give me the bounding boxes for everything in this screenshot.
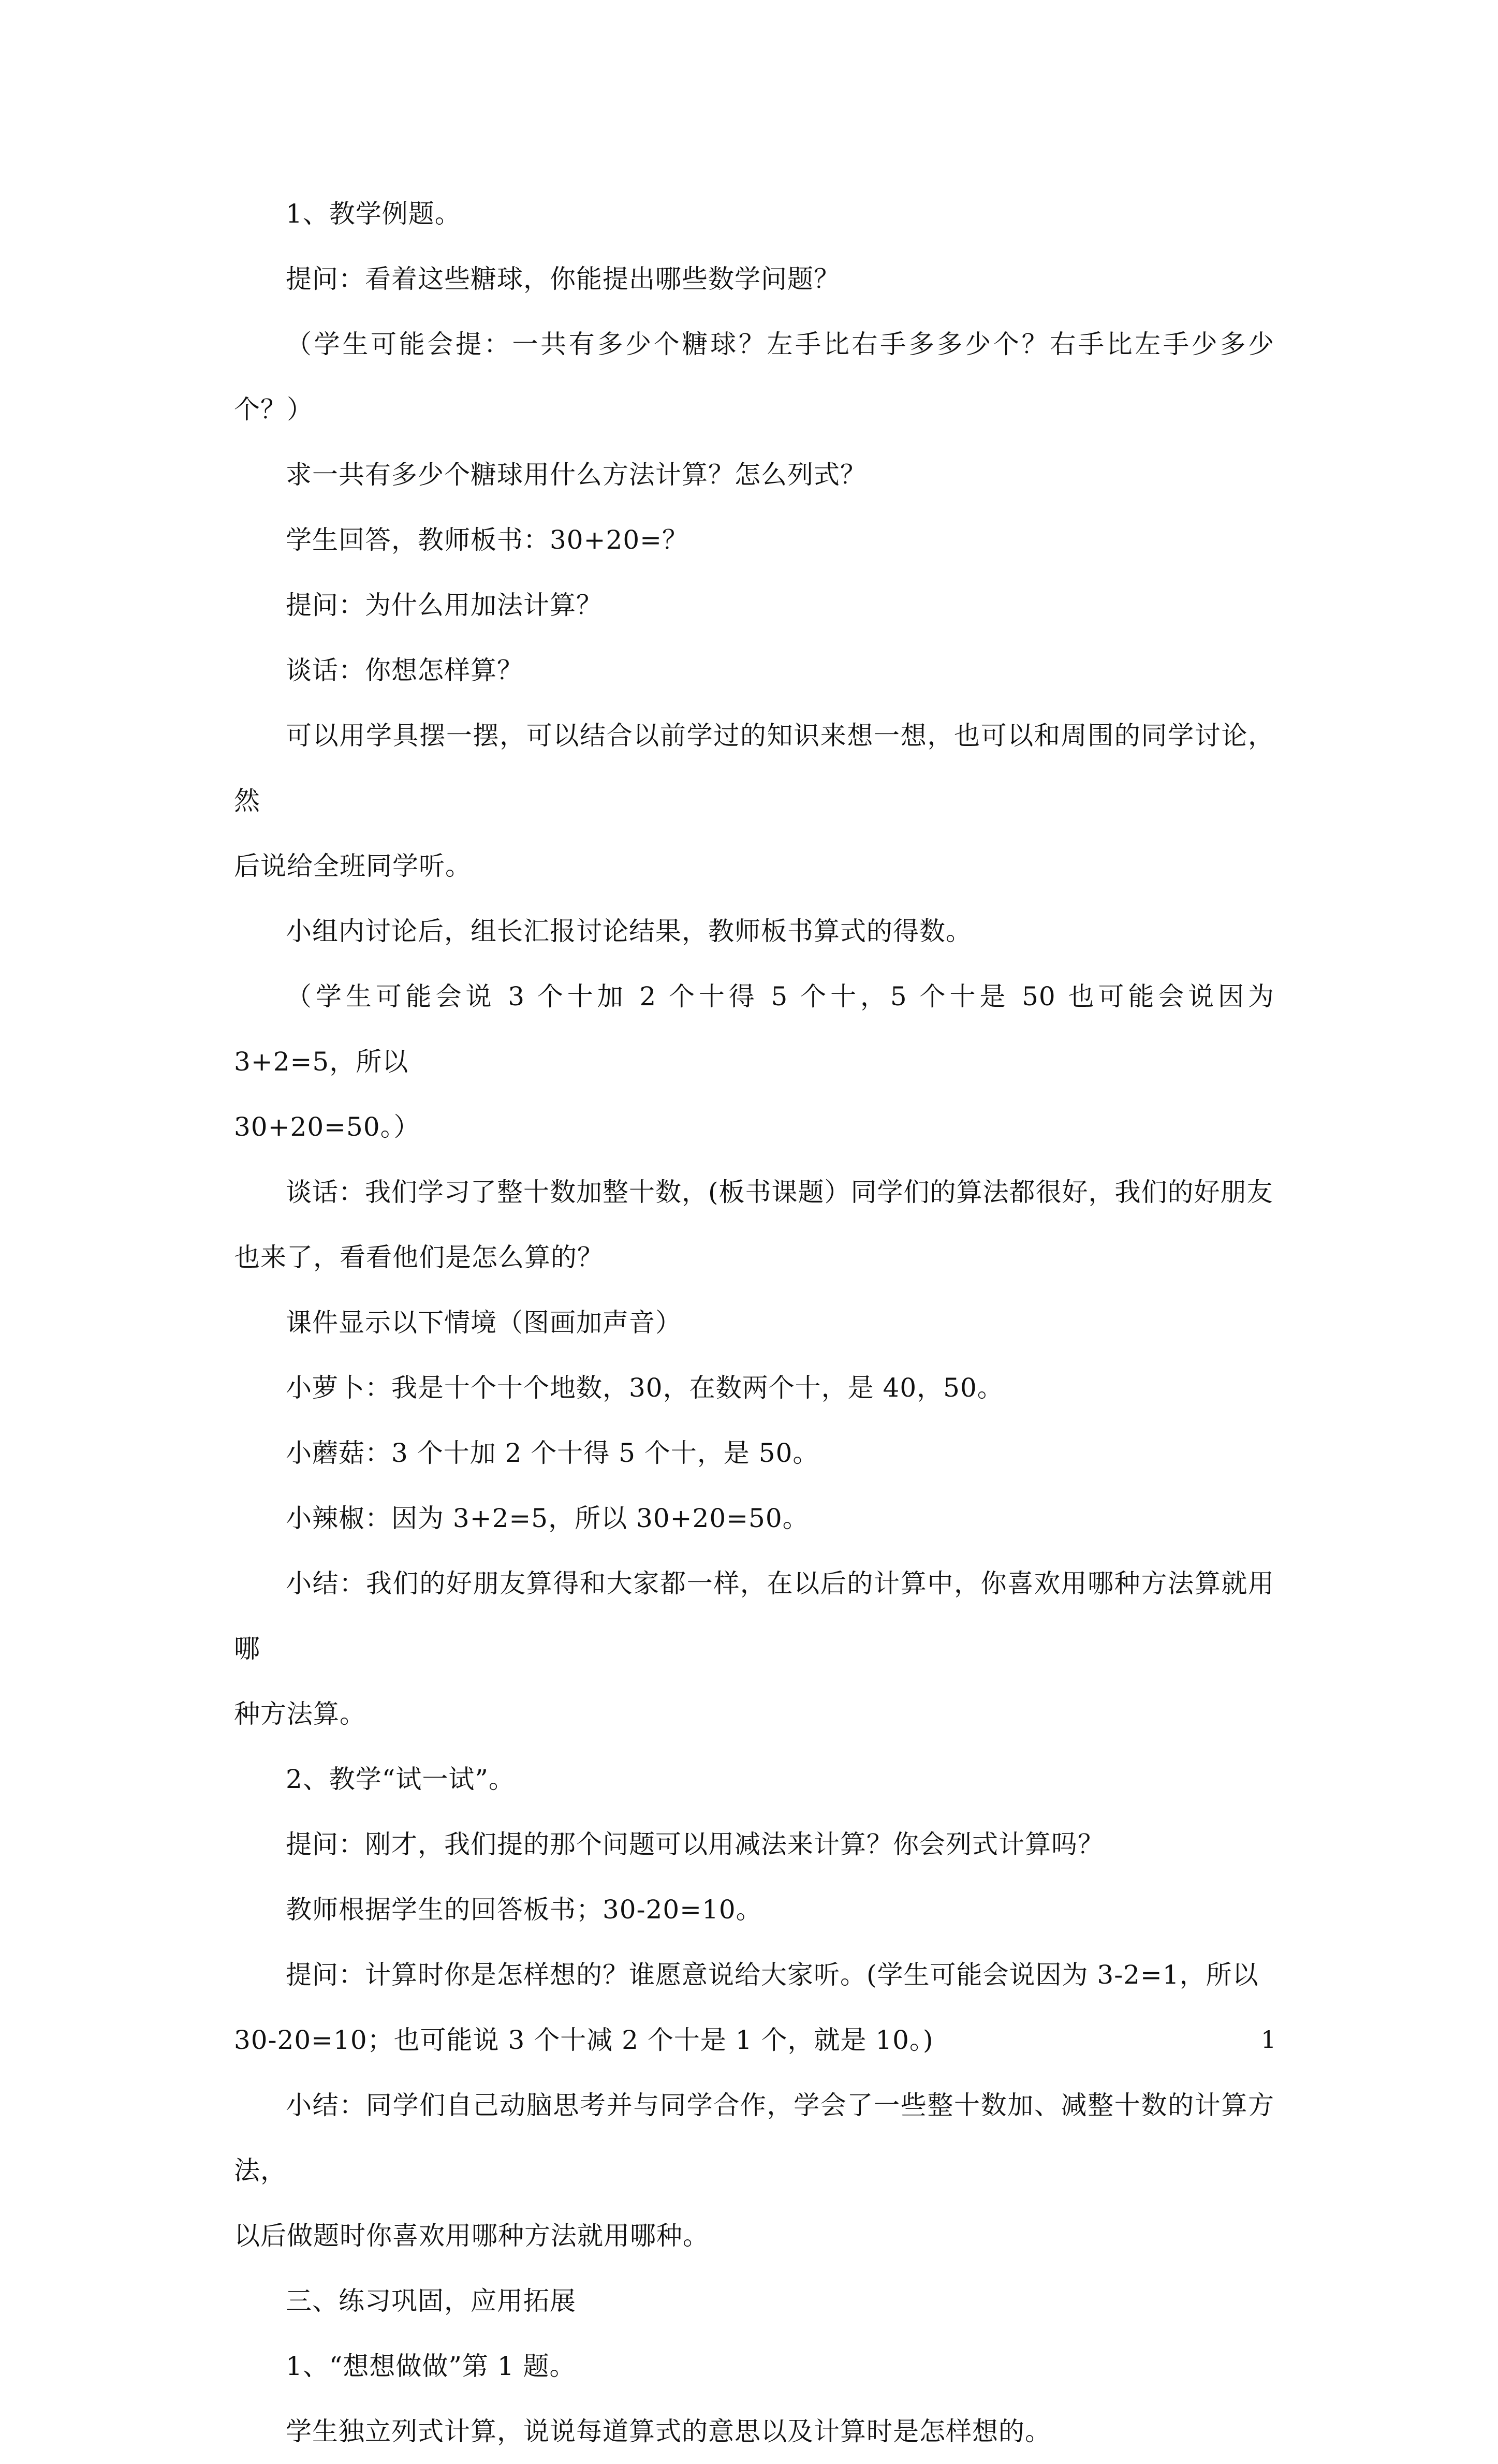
paragraph-line: 以后做题时你喜欢用哪种方法就用哪种。 [234,2221,709,2251]
paragraph [234,1747,1274,1812]
paragraph-line: 小组内讨论后，组长汇报讨论结果，教师板书算式的得数。 [286,916,972,946]
paragraph [234,2399,1274,2464]
paragraph-line: 提问：刚才，我们提的那个问题可以用减法来计算？你会列式计算吗？ [286,1829,1104,1859]
paragraph-line: 谈话：我们学习了整十数加整十数，(板书课题）同学们的算法都很好，我们的好朋友 [286,1177,1273,1207]
paragraph-line: 小蘑菇：3 个十加 2 个十得 5 个十，是 50。 [286,1438,819,1468]
paragraph [234,1877,1274,1942]
paragraph-line: 提问：为什么用加法计算？ [286,590,603,620]
paragraph-line: 提问：计算时你是怎样想的？谁愿意说给大家听。(学生可能会说因为 3-2=1，所以 [286,1960,1259,1990]
paragraph [234,703,1274,899]
paragraph-line: 学生独立列式计算，说说每道算式的意思以及计算时是怎样想的。 [286,2416,1051,2446]
paragraph [234,507,1274,573]
paragraph-line: 小辣椒：因为 3+2=5，所以 30+20=50。 [286,1503,809,1533]
paragraph-line: 30-20=10；也可能说 3 个十减 2 个十是 1 个，就是 10。) [234,2025,934,2055]
page-number: 1 [1261,2026,1276,2054]
paragraph [234,1812,1274,1877]
paragraph-line: 30+20=50。） [234,1112,420,1142]
paragraph [234,1551,1274,1747]
paragraph [234,2268,1274,2334]
paragraph [234,573,1274,638]
paragraph [234,899,1274,964]
paragraph-line: 三、练习巩固，应用拓展 [286,2286,576,2316]
paragraph-line: 提问：看着这些糖球，你能提出哪些数学问题？ [286,264,840,294]
paragraph [234,2334,1274,2399]
paragraph-line: 求一共有多少个糖球用什么方法计算？怎么列式？ [286,460,867,490]
paragraph [234,442,1274,507]
paragraph-line: 2、教学“试一试”。 [286,1764,515,1794]
paragraph [234,1420,1274,1486]
paragraph-line: 课件显示以下情境（图画加声音） [286,1308,682,1338]
paragraph-line: 可以用学具摆一摆，可以结合以前学过的知识来想一想，也可以和周围的同学讨论，然 [234,721,1274,816]
paragraph [234,1290,1274,1355]
paragraph [234,312,1274,442]
paragraph-line: （学生可能会说 3 个十加 2 个十得 5 个十，5 个十是 50 也可能会说因为 3+2=5，所以 [234,981,1274,1077]
paragraph-line: 学生回答，教师板书：30+20=？ [286,525,689,555]
paragraph-line: 后说给全班同学听。 [234,851,472,881]
paragraph [234,1486,1274,1551]
document-body [234,181,1274,2464]
paragraph [234,1160,1274,1290]
paragraph-line: 1、“想想做做”第 1 题。 [286,2351,576,2381]
paragraph [234,964,1274,1160]
paragraph-line: 谈话：你想怎样算？ [286,655,523,685]
paragraph [234,1942,1274,2073]
paragraph [234,181,1274,246]
paragraph [234,246,1274,312]
paragraph-line: 教师根据学生的回答板书；30-20=10。 [286,1895,762,1925]
paragraph-line: 1、教学例题。 [286,199,461,229]
paragraph-line: 也来了，看看他们是怎么算的？ [234,1242,604,1272]
paragraph-line: （学生可能会提：一共有多少个糖球？左手比右手多多少个？右手比左手少多少个？） [234,329,1274,424]
paragraph-line: 小结：同学们自己动脑思考并与同学合作，学会了一些整十数加、减整十数的计算方法， [234,2090,1274,2186]
paragraph [234,1355,1274,1420]
paragraph-line: 小结：我们的好朋友算得和大家都一样，在以后的计算中，你喜欢用哪种方法算就用哪 [234,1568,1274,1664]
paragraph [234,638,1274,703]
paragraph [234,2073,1274,2268]
paragraph-line: 小萝卜：我是十个十个地数，30，在数两个十，是 40，50。 [286,1373,1004,1403]
paragraph-line: 种方法算。 [234,1699,366,1729]
